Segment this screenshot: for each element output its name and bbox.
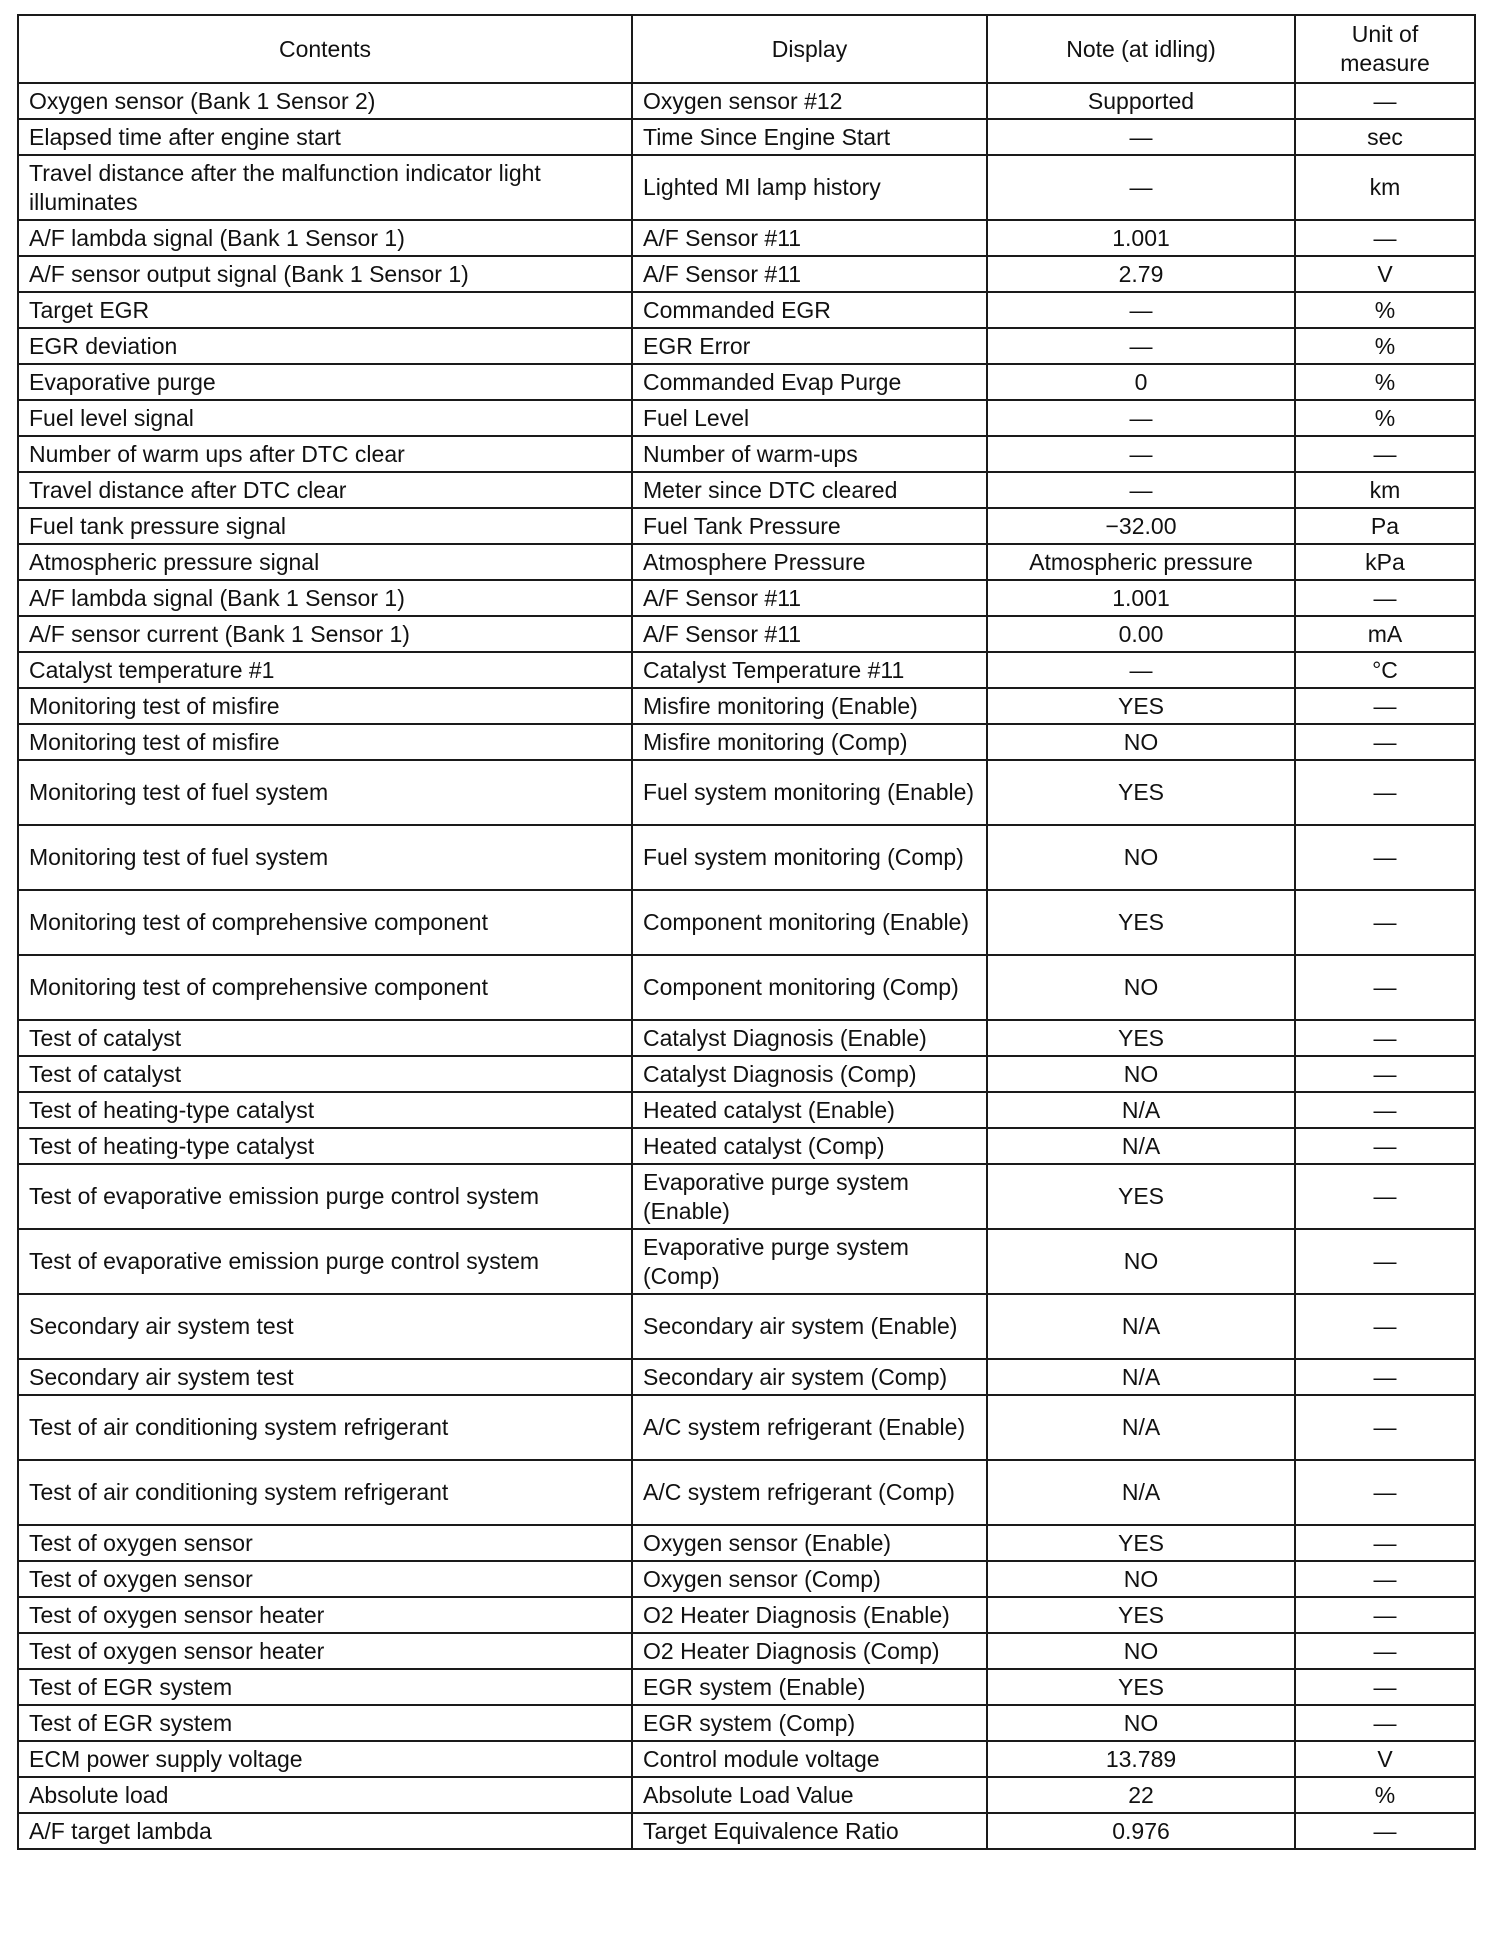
cell-note: N/A	[987, 1359, 1295, 1395]
cell-unit: km	[1295, 472, 1475, 508]
cell-unit: —	[1295, 890, 1475, 955]
cell-display: Atmosphere Pressure	[632, 544, 987, 580]
cell-note: YES	[987, 1597, 1295, 1633]
table-row	[18, 580, 1475, 616]
cell-note: —	[987, 328, 1295, 364]
cell-contents: Monitoring test of comprehensive component	[18, 955, 632, 1020]
cell-unit: —	[1295, 1092, 1475, 1128]
cell-note: YES	[987, 760, 1295, 825]
cell-unit: —	[1295, 1359, 1475, 1395]
cell-unit: —	[1295, 1128, 1475, 1164]
table-row	[18, 155, 1475, 220]
cell-unit: %	[1295, 364, 1475, 400]
table-row	[18, 119, 1475, 155]
cell-display: Catalyst Diagnosis (Comp)	[632, 1056, 987, 1092]
cell-display: EGR system (Enable)	[632, 1669, 987, 1705]
cell-note: −32.00	[987, 508, 1295, 544]
cell-unit: —	[1295, 220, 1475, 256]
table-row	[18, 328, 1475, 364]
cell-display: Commanded Evap Purge	[632, 364, 987, 400]
cell-unit: —	[1295, 1294, 1475, 1359]
cell-display: Fuel system monitoring (Enable)	[632, 760, 987, 825]
cell-display: Oxygen sensor (Enable)	[632, 1525, 987, 1561]
cell-display: Time Since Engine Start	[632, 119, 987, 155]
cell-note: —	[987, 292, 1295, 328]
cell-display: Misfire monitoring (Enable)	[632, 688, 987, 724]
table-row	[18, 1164, 1475, 1229]
table-row	[18, 544, 1475, 580]
cell-display: Catalyst Diagnosis (Enable)	[632, 1020, 987, 1056]
cell-note: NO	[987, 1561, 1295, 1597]
cell-unit: %	[1295, 328, 1475, 364]
cell-unit: —	[1295, 1705, 1475, 1741]
cell-note: 13.789	[987, 1741, 1295, 1777]
cell-contents: ECM power supply voltage	[18, 1741, 632, 1777]
cell-contents: Test of EGR system	[18, 1669, 632, 1705]
table-row	[18, 364, 1475, 400]
cell-display: O2 Heater Diagnosis (Enable)	[632, 1597, 987, 1633]
cell-note: YES	[987, 1020, 1295, 1056]
cell-contents: Travel distance after DTC clear	[18, 472, 632, 508]
cell-unit: V	[1295, 1741, 1475, 1777]
cell-contents: Atmospheric pressure signal	[18, 544, 632, 580]
cell-note: 1.001	[987, 580, 1295, 616]
table-row	[18, 400, 1475, 436]
cell-display: A/F Sensor #11	[632, 580, 987, 616]
cell-display: Heated catalyst (Enable)	[632, 1092, 987, 1128]
table-row	[18, 1813, 1475, 1849]
table-row	[18, 1056, 1475, 1092]
cell-display: Oxygen sensor #12	[632, 83, 987, 119]
cell-display: Target Equivalence Ratio	[632, 1813, 987, 1849]
cell-unit: —	[1295, 1669, 1475, 1705]
cell-display: Evaporative purge system (Enable)	[632, 1164, 987, 1229]
cell-unit: V	[1295, 256, 1475, 292]
cell-note: 0.976	[987, 1813, 1295, 1849]
cell-note: NO	[987, 825, 1295, 890]
cell-contents: A/F sensor current (Bank 1 Sensor 1)	[18, 616, 632, 652]
table-row	[18, 890, 1475, 955]
header-unit: Unit of measure	[1295, 15, 1475, 83]
table-row	[18, 83, 1475, 119]
cell-contents: Test of evaporative emission purge control system	[18, 1229, 632, 1294]
cell-display: EGR Error	[632, 328, 987, 364]
cell-note: NO	[987, 955, 1295, 1020]
table-row	[18, 1294, 1475, 1359]
cell-unit: %	[1295, 292, 1475, 328]
cell-unit: km	[1295, 155, 1475, 220]
cell-note: —	[987, 652, 1295, 688]
cell-contents: A/F lambda signal (Bank 1 Sensor 1)	[18, 220, 632, 256]
cell-note: 22	[987, 1777, 1295, 1813]
table-row	[18, 1633, 1475, 1669]
table-row	[18, 1705, 1475, 1741]
cell-note: 0.00	[987, 616, 1295, 652]
cell-contents: Absolute load	[18, 1777, 632, 1813]
cell-display: EGR system (Comp)	[632, 1705, 987, 1741]
header-note: Note (at idling)	[987, 15, 1295, 83]
cell-unit: —	[1295, 1525, 1475, 1561]
cell-unit: —	[1295, 1597, 1475, 1633]
cell-contents: Test of catalyst	[18, 1020, 632, 1056]
cell-display: Fuel Tank Pressure	[632, 508, 987, 544]
cell-contents: Fuel tank pressure signal	[18, 508, 632, 544]
cell-unit: —	[1295, 724, 1475, 760]
cell-note: 0	[987, 364, 1295, 400]
cell-note: Supported	[987, 83, 1295, 119]
table-row	[18, 436, 1475, 472]
cell-unit: —	[1295, 1229, 1475, 1294]
cell-contents: Secondary air system test	[18, 1359, 632, 1395]
cell-contents: Test of air conditioning system refrigerant	[18, 1395, 632, 1460]
cell-unit: —	[1295, 1813, 1475, 1849]
table-row	[18, 1395, 1475, 1460]
cell-contents: Catalyst temperature #1	[18, 652, 632, 688]
cell-contents: Monitoring test of misfire	[18, 724, 632, 760]
cell-unit: —	[1295, 1460, 1475, 1525]
cell-note: —	[987, 436, 1295, 472]
cell-unit: kPa	[1295, 544, 1475, 580]
cell-contents: Secondary air system test	[18, 1294, 632, 1359]
table-row	[18, 760, 1475, 825]
cell-contents: Test of EGR system	[18, 1705, 632, 1741]
cell-contents: Monitoring test of comprehensive component	[18, 890, 632, 955]
cell-contents: Test of evaporative emission purge control system	[18, 1164, 632, 1229]
cell-display: Fuel Level	[632, 400, 987, 436]
cell-unit: %	[1295, 1777, 1475, 1813]
table-row	[18, 1741, 1475, 1777]
cell-note: NO	[987, 1229, 1295, 1294]
cell-note: N/A	[987, 1294, 1295, 1359]
cell-contents: Elapsed time after engine start	[18, 119, 632, 155]
table-row	[18, 220, 1475, 256]
cell-contents: Monitoring test of misfire	[18, 688, 632, 724]
cell-display: A/C system refrigerant (Enable)	[632, 1395, 987, 1460]
table-row	[18, 472, 1475, 508]
table-row	[18, 1669, 1475, 1705]
cell-contents: Test of catalyst	[18, 1056, 632, 1092]
table-row	[18, 724, 1475, 760]
table-row	[18, 292, 1475, 328]
cell-unit: —	[1295, 760, 1475, 825]
cell-display: Meter since DTC cleared	[632, 472, 987, 508]
cell-note: —	[987, 472, 1295, 508]
cell-unit: —	[1295, 1561, 1475, 1597]
cell-unit: —	[1295, 83, 1475, 119]
cell-display: Oxygen sensor (Comp)	[632, 1561, 987, 1597]
table-row	[18, 1597, 1475, 1633]
cell-display: Number of warm-ups	[632, 436, 987, 472]
cell-display: A/C system refrigerant (Comp)	[632, 1460, 987, 1525]
cell-unit: —	[1295, 1164, 1475, 1229]
cell-display: Heated catalyst (Comp)	[632, 1128, 987, 1164]
cell-display: Absolute Load Value	[632, 1777, 987, 1813]
cell-display: A/F Sensor #11	[632, 220, 987, 256]
header-row	[18, 15, 1475, 83]
cell-display: Misfire monitoring (Comp)	[632, 724, 987, 760]
cell-contents: Evaporative purge	[18, 364, 632, 400]
cell-note: —	[987, 119, 1295, 155]
cell-note: N/A	[987, 1460, 1295, 1525]
cell-unit: —	[1295, 1395, 1475, 1460]
cell-unit: —	[1295, 1056, 1475, 1092]
cell-display: A/F Sensor #11	[632, 256, 987, 292]
cell-unit: %	[1295, 400, 1475, 436]
cell-note: NO	[987, 1056, 1295, 1092]
cell-display: Commanded EGR	[632, 292, 987, 328]
cell-contents: Number of warm ups after DTC clear	[18, 436, 632, 472]
cell-contents: A/F lambda signal (Bank 1 Sensor 1)	[18, 580, 632, 616]
table-row	[18, 256, 1475, 292]
cell-note: NO	[987, 1633, 1295, 1669]
cell-note: N/A	[987, 1092, 1295, 1128]
cell-unit: —	[1295, 580, 1475, 616]
cell-unit: —	[1295, 1020, 1475, 1056]
cell-display: Component monitoring (Enable)	[632, 890, 987, 955]
cell-unit: —	[1295, 1633, 1475, 1669]
cell-unit: Pa	[1295, 508, 1475, 544]
table-row	[18, 1020, 1475, 1056]
header-contents: Contents	[18, 15, 632, 83]
table-row	[18, 688, 1475, 724]
cell-note: YES	[987, 890, 1295, 955]
cell-display: Evaporative purge system (Comp)	[632, 1229, 987, 1294]
table-row	[18, 1460, 1475, 1525]
cell-display: O2 Heater Diagnosis (Comp)	[632, 1633, 987, 1669]
cell-contents: Target EGR	[18, 292, 632, 328]
table-row	[18, 1359, 1475, 1395]
cell-note: Atmospheric pressure	[987, 544, 1295, 580]
cell-contents: Travel distance after the malfunction indicator light illuminates	[18, 155, 632, 220]
table-body	[18, 83, 1475, 1849]
table-row	[18, 955, 1475, 1020]
cell-contents: Test of heating-type catalyst	[18, 1092, 632, 1128]
table-row	[18, 1092, 1475, 1128]
table-row	[18, 652, 1475, 688]
table-row	[18, 1777, 1475, 1813]
cell-note: —	[987, 400, 1295, 436]
table-row	[18, 1561, 1475, 1597]
table-row	[18, 1525, 1475, 1561]
table-row	[18, 1229, 1475, 1294]
cell-display: Fuel system monitoring (Comp)	[632, 825, 987, 890]
cell-note: YES	[987, 688, 1295, 724]
cell-note: YES	[987, 1164, 1295, 1229]
cell-contents: Test of air conditioning system refrigerant	[18, 1460, 632, 1525]
cell-contents: Oxygen sensor (Bank 1 Sensor 2)	[18, 83, 632, 119]
cell-contents: EGR deviation	[18, 328, 632, 364]
table-row	[18, 1128, 1475, 1164]
cell-note: 2.79	[987, 256, 1295, 292]
cell-unit: —	[1295, 436, 1475, 472]
header-display: Display	[632, 15, 987, 83]
diagnostic-data-table	[17, 14, 1476, 1850]
cell-contents: Test of oxygen sensor heater	[18, 1597, 632, 1633]
cell-note: NO	[987, 724, 1295, 760]
cell-contents: Test of oxygen sensor heater	[18, 1633, 632, 1669]
cell-display: Catalyst Temperature #11	[632, 652, 987, 688]
cell-display: Secondary air system (Enable)	[632, 1294, 987, 1359]
cell-unit: °C	[1295, 652, 1475, 688]
cell-contents: A/F target lambda	[18, 1813, 632, 1849]
cell-note: N/A	[987, 1395, 1295, 1460]
cell-display: A/F Sensor #11	[632, 616, 987, 652]
cell-note: NO	[987, 1705, 1295, 1741]
table-row	[18, 825, 1475, 890]
cell-display: Lighted MI lamp history	[632, 155, 987, 220]
cell-unit: —	[1295, 955, 1475, 1020]
cell-note: YES	[987, 1525, 1295, 1561]
cell-contents: A/F sensor output signal (Bank 1 Sensor 1)	[18, 256, 632, 292]
cell-contents: Fuel level signal	[18, 400, 632, 436]
cell-note: YES	[987, 1669, 1295, 1705]
cell-contents: Test of heating-type catalyst	[18, 1128, 632, 1164]
cell-unit: —	[1295, 688, 1475, 724]
cell-note: —	[987, 155, 1295, 220]
cell-display: Control module voltage	[632, 1741, 987, 1777]
table-row	[18, 508, 1475, 544]
cell-unit: —	[1295, 825, 1475, 890]
cell-contents: Monitoring test of fuel system	[18, 825, 632, 890]
cell-unit: sec	[1295, 119, 1475, 155]
cell-note: N/A	[987, 1128, 1295, 1164]
cell-unit: mA	[1295, 616, 1475, 652]
table-row	[18, 616, 1475, 652]
table-header	[18, 15, 1475, 83]
cell-display: Component monitoring (Comp)	[632, 955, 987, 1020]
cell-contents: Test of oxygen sensor	[18, 1525, 632, 1561]
cell-contents: Monitoring test of fuel system	[18, 760, 632, 825]
cell-contents: Test of oxygen sensor	[18, 1561, 632, 1597]
cell-display: Secondary air system (Comp)	[632, 1359, 987, 1395]
cell-note: 1.001	[987, 220, 1295, 256]
